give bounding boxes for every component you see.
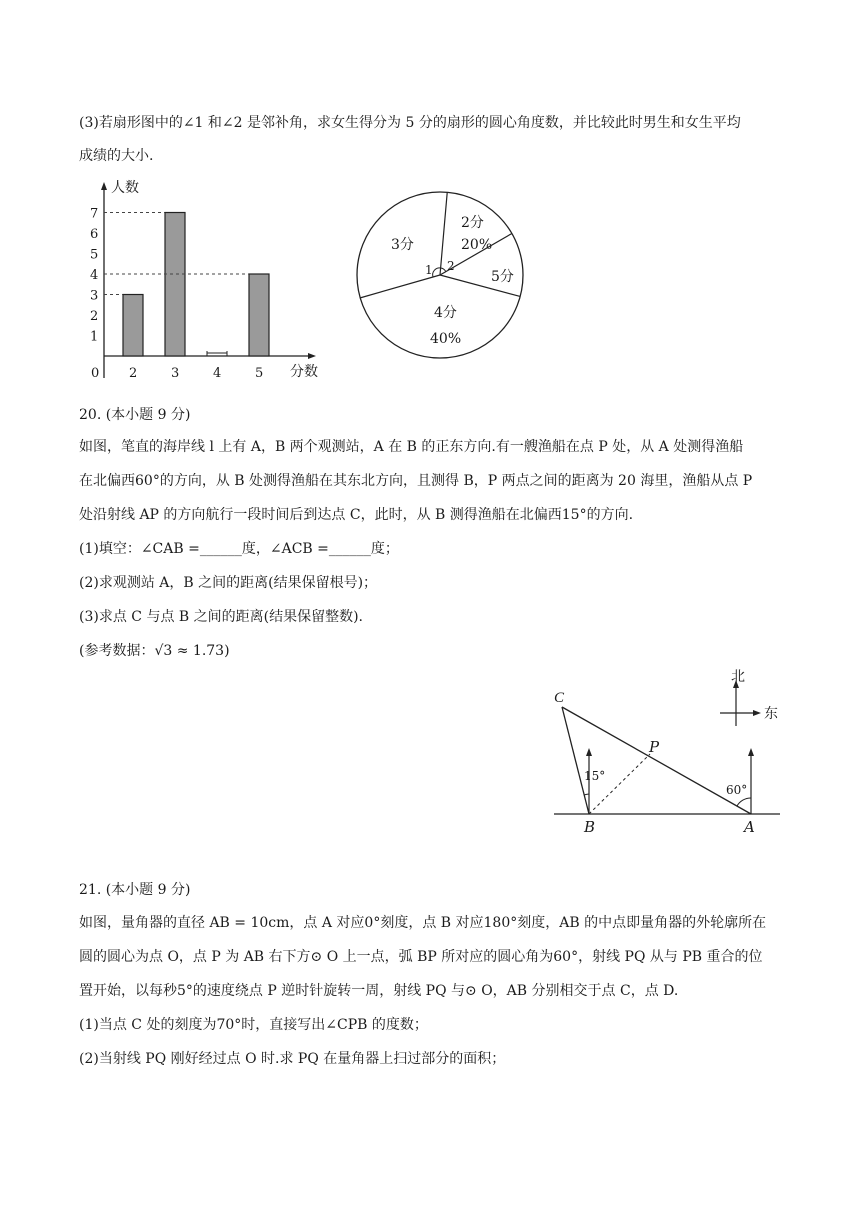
pie-chart — [355, 185, 535, 375]
bar-chart — [70, 175, 340, 385]
q20-figure — [548, 660, 788, 840]
angle-arc-B — [584, 794, 589, 795]
angle-label-A: 60° — [726, 783, 748, 797]
origin-label: 0 — [91, 366, 100, 381]
segment-CB — [562, 707, 589, 814]
q20-text-line1: 如图，笔直的海岸线 l 上有 A，B 两个观测站，A 在 B 的正东方向.有一艘渔船在点 P 处，从 A 处测得渔船 — [79, 439, 744, 455]
bar — [165, 213, 185, 357]
angle-arc-A — [737, 798, 751, 806]
q20-reference-data: (参考数据：√3 ≈ 1.73) — [79, 643, 230, 659]
y-axis-label: 人数 — [111, 180, 139, 196]
y-tick-label: 3 — [90, 288, 99, 304]
pie-slice-label: 2分 — [461, 215, 484, 231]
q19-part3-line2: 成绩的大小. — [79, 148, 154, 164]
pie-slice-label: 5分 — [491, 269, 514, 285]
north-arrowhead-A — [748, 748, 754, 756]
q21-text-line3: 置开始，以每秒5°的速度绕点 P 逆时针旋转一周，射线 PQ 与⊙ O，AB 分别相交于点 C，点 D. — [79, 983, 679, 999]
north-arrowhead-B — [586, 748, 592, 756]
y-tick-label: 4 — [90, 268, 99, 283]
q21-text-line2: 圆的圆心为点 O，点 P 为 AB 右下方⊙ O 上一点，弧 BP 所对应的圆心角为60°，射线 PQ 从与 PB 重合的位 — [79, 949, 763, 965]
bar-missing — [207, 351, 227, 356]
q20-text-line2: 在北偏西60°的方向，从 B 处测得渔船在其东北方向，且测得 B，P 两点之间的距离为 20 海里，渔船从点 P — [79, 473, 753, 489]
segment-BP — [589, 754, 650, 814]
compass-east-arrowhead — [753, 710, 761, 716]
y-tick-label: 7 — [90, 206, 99, 222]
q21-text-line1: 如图，量角器的直径 AB = 10cm，点 A 对应0°刻度，点 B 对应180°刻度，AB 的中点即量角器的外轮廓所在 — [79, 915, 767, 931]
pie-slice-percent: 20% — [461, 237, 493, 253]
angle-label-2: 2 — [447, 259, 455, 273]
q21-sub2: (2)当射线 PQ 刚好经过点 O 时.求 PQ 在量角器上扫过部分的面积； — [79, 1051, 506, 1067]
bar — [123, 295, 143, 357]
segment-CA — [562, 707, 751, 814]
pie-slice-percent: 40% — [430, 331, 462, 347]
compass-east-label: 东 — [764, 706, 778, 722]
label-A: A — [744, 818, 755, 836]
label-C: C — [554, 690, 565, 706]
label-B: B — [584, 818, 596, 836]
x-tick-label: 5 — [255, 366, 264, 381]
label-P: P — [649, 738, 660, 756]
y-tick-label: 1 — [90, 329, 99, 345]
bar — [249, 274, 269, 356]
pie-slice-label: 3分 — [391, 237, 414, 253]
x-axis-label: 分数 — [290, 364, 318, 380]
q21-heading: 21. (本小题 9 分) — [79, 882, 191, 898]
y-tick-label: 6 — [90, 227, 99, 242]
angle-label-1: 1 — [425, 263, 433, 277]
y-axis-arrowhead — [101, 182, 107, 190]
q19-part3-line1: (3)若扇形图中的∠1 和∠2 是邻补角，求女生得分为 5 分的扇形的圆心角度数，并比较此时男生和女生平均 — [79, 115, 741, 131]
angle-label-B: 15° — [584, 769, 606, 783]
q20-sub2: (2)求观测站 A，B 之间的距离(结果保留根号)； — [79, 575, 378, 591]
pie-slice-label: 4分 — [434, 305, 457, 321]
x-tick-label: 2 — [129, 366, 138, 381]
q20-heading: 20. (本小题 9 分) — [79, 407, 191, 423]
x-tick-label: 3 — [171, 366, 180, 381]
q20-sub3: (3)求点 C 与点 B 之间的距离(结果保留整数). — [79, 609, 364, 625]
q21-sub1: (1)当点 C 处的刻度为70°时，直接写出∠CPB 的度数； — [79, 1017, 428, 1033]
q20-sub1: (1)填空：∠CAB =______度，∠ACB =______度； — [79, 541, 399, 557]
q20-text-line3: 处沿射线 AP 的方向航行一段时间后到达点 C，此时，从 B 测得渔船在北偏西15°的方向. — [79, 507, 634, 523]
x-axis-arrowhead — [308, 353, 316, 359]
y-tick-label: 5 — [90, 247, 99, 263]
y-tick-label: 2 — [90, 309, 99, 324]
x-tick-label: 4 — [213, 366, 222, 381]
compass-north-label: 北 — [731, 669, 745, 685]
